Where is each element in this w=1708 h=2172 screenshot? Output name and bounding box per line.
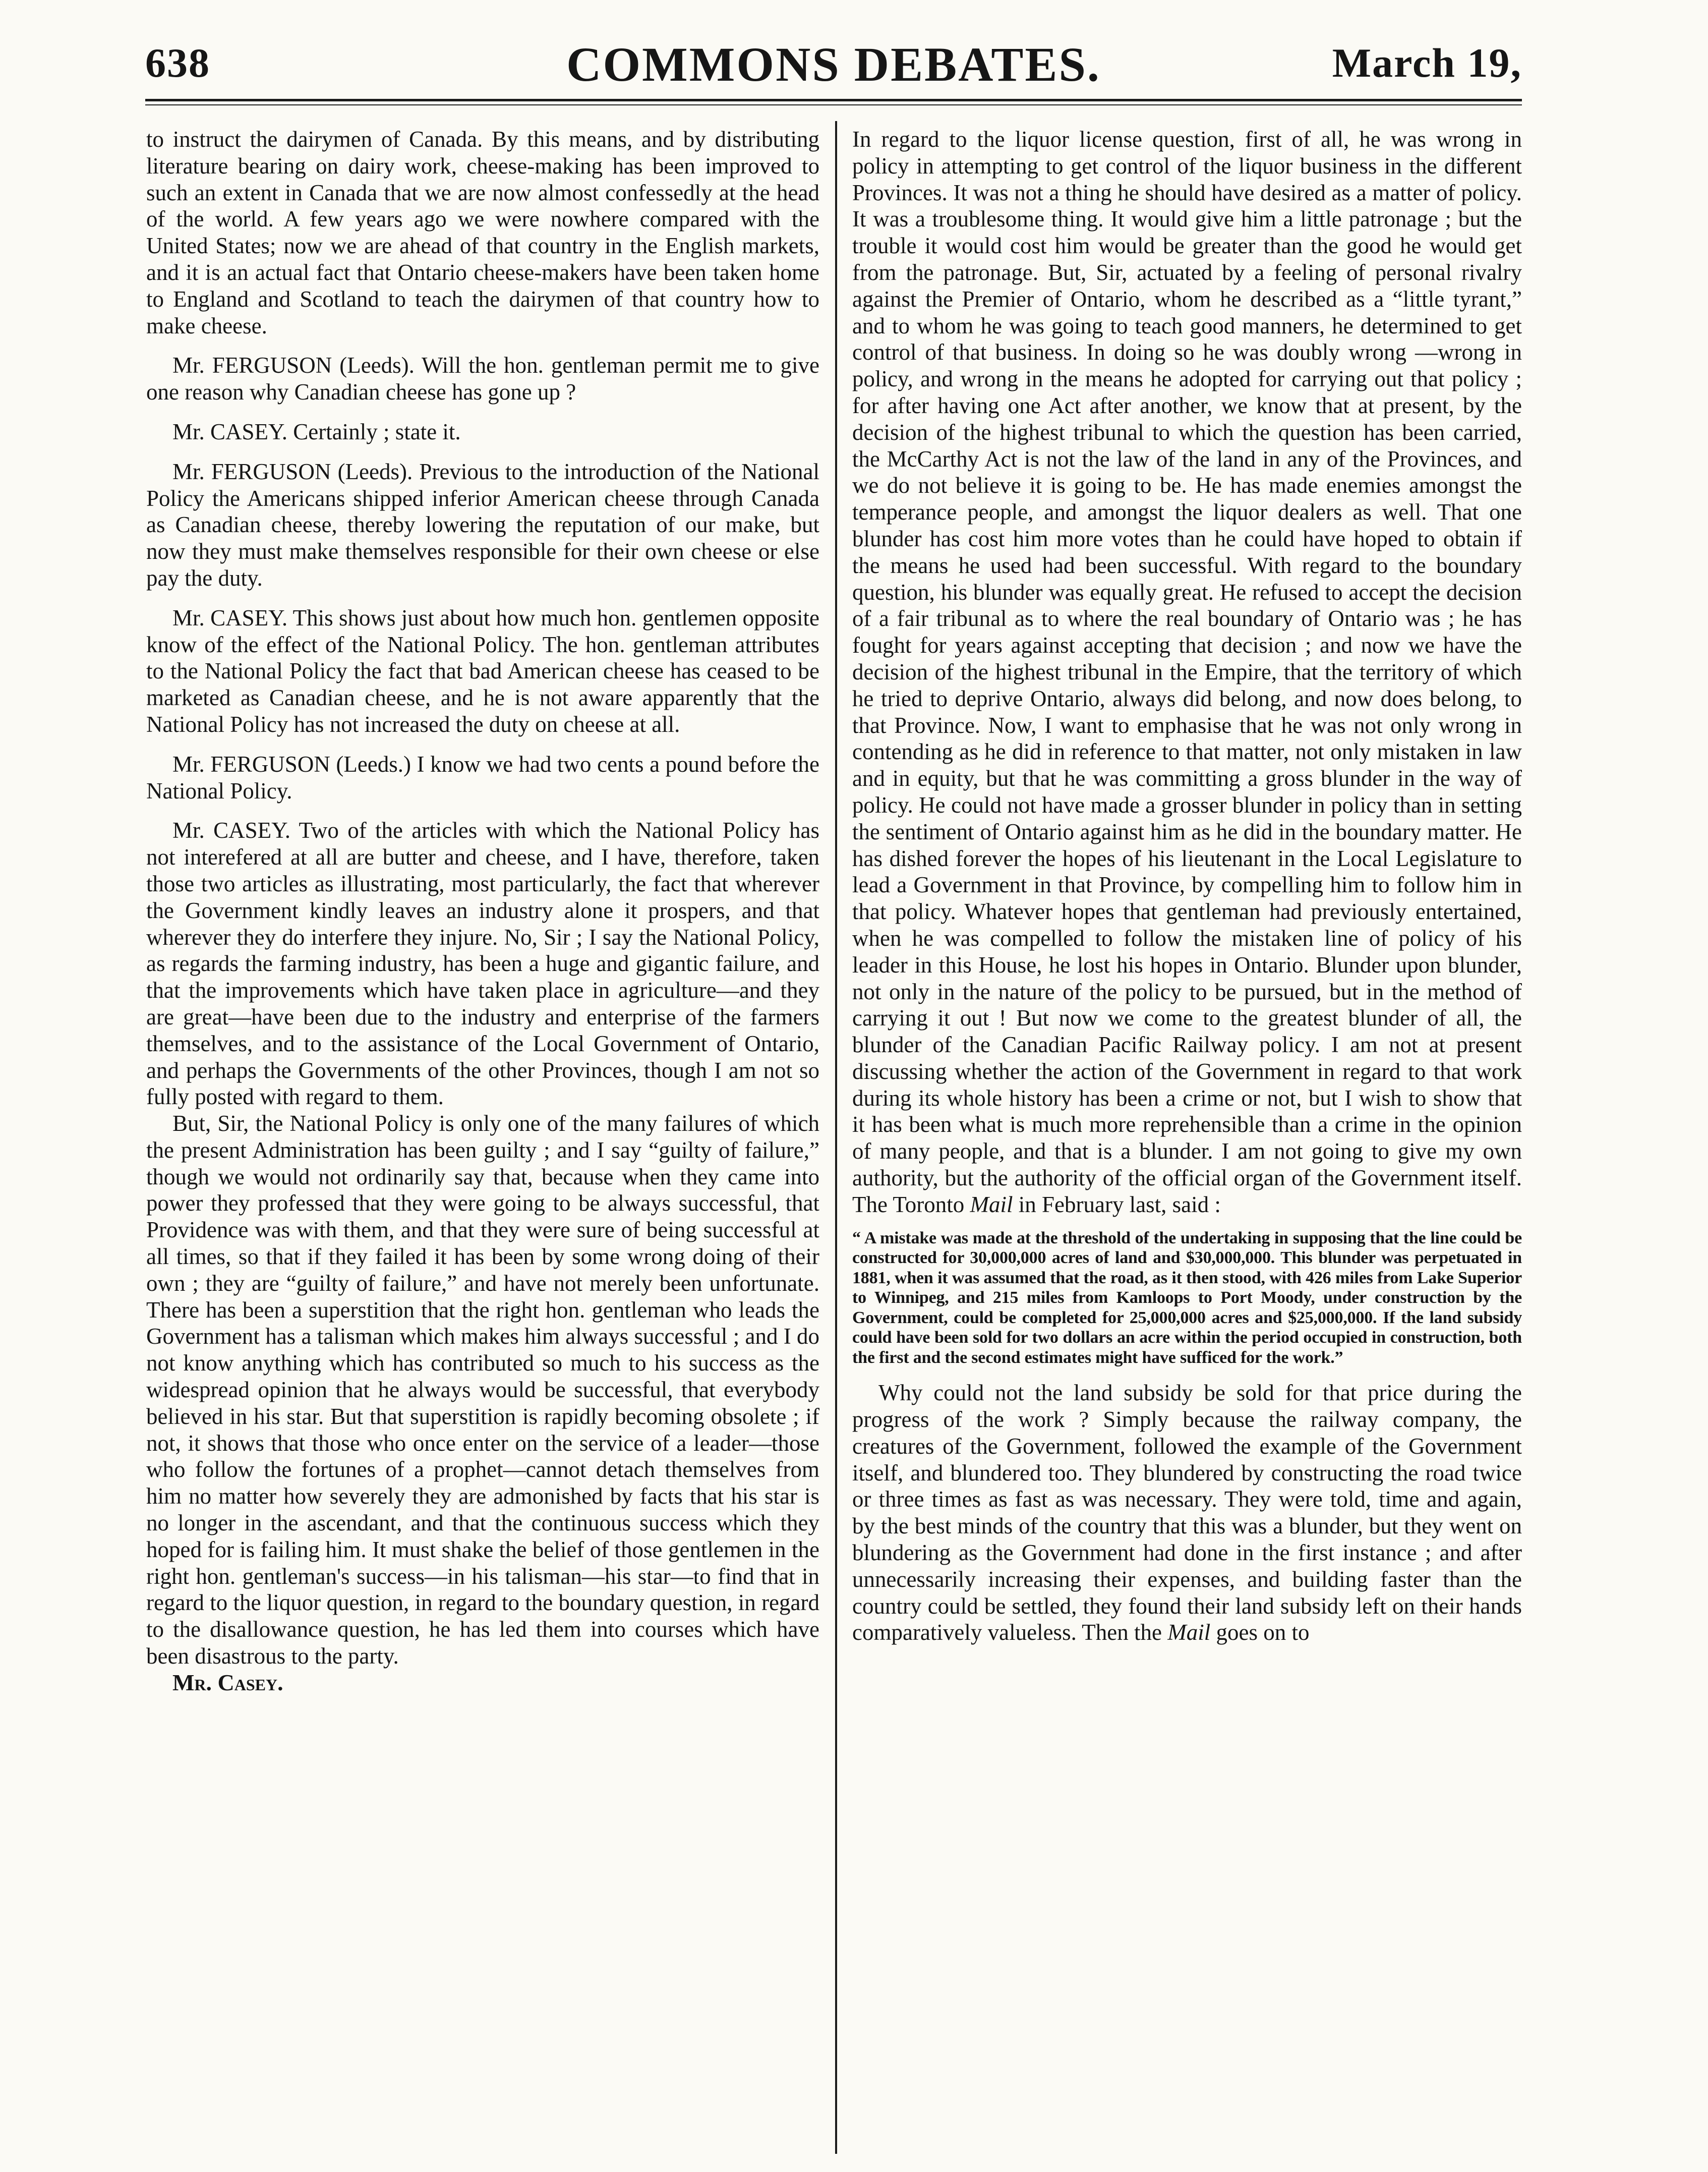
- paragraph: But, Sir, the National Policy is only one of the many failures of which the present Administration has been guilty ; and I say “guilty of failure,” though we would not ordinarily say that, because when they came into power they professed that they were going to be always successful, that Providence was with them, and that they were sure of being successful at all times, so that if they failed it has been by some wrong doing of their own ; they are “guilty of failure,” and have not merely been unfortunate. There has been a superstition that the right hon. gentleman who leads the Government has a talisman which makes him always successful ; and I do not know anything which has contributed so much to his success as the widespread opinion that he always would be successful, that everybody believed in his star. But that superstition is rapidly becoming obsolete ; if not, it shows that those who once enter on the service of a leader—those who follow the fortunes of a prophet—cannot detach themselves from him no matter how severely they are admonished by facts that his star is no longer in the ascendant, and that the continuous success which they hoped for is failing him. It must shake the belief of those gentlemen in the right hon. gentleman's success—in his talisman—his star—to find that in regard to the liquor question, in regard to the boundary question, in regard to the disallowance question, he has led them into courses which have been disastrous to the party.: [146, 1111, 819, 1669]
- paragraph: Mr. FERGUSON (Leeds.) I know we had two cents a pound before the National Policy.: [146, 751, 819, 804]
- paragraph: [852, 1380, 1522, 1646]
- publication-title: COMMONS DEBATES.: [566, 37, 1101, 91]
- speaker-signature: Mr. Casey.: [172, 1669, 283, 1695]
- paragraph: Mr. CASEY. Certainly ; state it.: [172, 419, 461, 444]
- paragraph: [852, 126, 1522, 1218]
- newspaper-name: Mail: [1167, 1620, 1211, 1645]
- paragraph-text: Why could not the land subsidy be sold for that price during the progress of the work ? Simply because the railway company, the creatures of the Government, followed the example of the Government itself, and blundered too. They blundered by constructing the road twice or three times as fast as was necessary. They were told, time and again, by the best minds of the country that this was a blunder, but they went on blundering as the Government had done in the first instance ; and after unnecessarily increasing their expenses, and building faster than the country could be settled, they found their land subsidy left on their hands comparatively valueless. Then the: [852, 1380, 1522, 1645]
- right-column: [852, 126, 1522, 2124]
- paragraph: Mr. FERGUSON (Leeds). Will the hon. gentleman permit me to give one reason why Canadian cheese has gone up ?: [146, 353, 819, 405]
- page-header: [145, 23, 1522, 101]
- paragraph: Mr. CASEY. Two of the articles with which the National Policy has not interefered at all are butter and cheese, and I have, therefore, taken those two articles as illustrating, most particularly, the fact that wherever the Government kindly leaves an industry alone it prospers, and that wherever they do interfere they injure. No, Sir ; I say the National Policy, as regards the farming industry, has been a huge and gigantic failure, and that the improvements which have taken place in agriculture—and they are great—have been due to the industry and enterprise of the farmers themselves, and to the assistance of the Local Government of Ontario, and perhaps the Governments of the other Provinces, though I am not so fully posted with regard to them.: [146, 818, 819, 1110]
- page-date: March 19,: [1332, 40, 1522, 86]
- paragraph-text: In regard to the liquor license question, first of all, he was wrong in policy in attempting to get control of the liquor business in the different Provinces. It was not a thing he should have desired as a matter of policy. It was a troublesome thing. It would give him a little patronage ; but the trouble it would cost him would be greater than the good he would get from the patronage. But, Sir, actuated by a feeling of personal rivalry against the Premier of Ontario, whom he described as a “little tyrant,” and to whom he was going to teach good manners, he determined to get control of that business. In doing so he was doubly wrong —wrong in policy, and wrong in the means he adopted for carrying out that policy ; for after having one Act after another, we know that at present, by the decision of the highest tribunal to which the question has been carried, the McCarthy Act is not the law of the land in any of the Provinces, and we do not believe it is going to be. He has made enemies amongst the temperance people, and amongst the liquor dealers as well. That one blunder has cost him more votes than he could have hoped to obtain if the means he used had been successful. With regard to the boundary question, his blunder was equally great. He refused to accept the decision of a fair tribunal as to where the real boundary of Ontario was ; he has fought for years against accepting that decision ; and now we have the decision of the highest tribunal in the Empire, that the territory of which he tried to deprive Ontario, always did belong, and now does belong, to that Province. Now, I want to emphasise that he was not only wrong in contending as he did in reference to that matter, not only mistaken in law and in equity, but that he was committing a gross blunder in the way of policy. He could not have made a grosser blunder in policy than in setting the sentiment of Ontario against him as he did in the boundary matter. He has dished forever the hopes of his lieutenant in the Local Legislature to lead a Government in that Province, by compelling him to follow him in that policy. Whatever hopes that gentleman had previously entertained, when he was compelled to follow the mistaken line of policy of his leader in this House, he lost his hopes in Ontario. Blunder upon blunder, not only in the nature of the policy to be pursued, but in the method of carrying it out ! But now we come to the greatest blunder of all, the blunder of the Canadian Pacific Railway policy. I am not at present discussing whether the action of the Government in regard to that work during its whole history has been a crime or not, but I wish to show that it has been what is much more reprehensible than a crime in the opinion of many people, and that is a blunder. I am not going to give my own authority, but the authority of the official organ of the Government itself. The Toronto: [852, 127, 1522, 1217]
- left-column: [146, 126, 819, 2124]
- paragraph-text: in February last, said :: [1018, 1191, 1221, 1217]
- newspaper-name: Mail: [970, 1191, 1013, 1217]
- paragraph: Mr. FERGUSON (Leeds). Previous to the introduction of the National Policy the Americans shipped inferior American cheese through Canada as Canadian cheese, thereby lowering the reputation of our make, but now they must make themselves responsible for their own cheese or else pay the duty.: [146, 459, 819, 591]
- page-number: 638: [145, 40, 210, 86]
- block-quote: “ A mistake was made at the threshold of the undertaking in supposing that the line could be constructed for 30,000,000 acres of land and $30,000,000. This blunder was perpetuated in 1881, when it was assumed that the road, as it then stood, with 426 miles from Lake Superior to Winnipeg, and 215 miles from Kamloops to Port Moody, under construction by the Government, could be completed for 25,000,000 acres and $25,000,000. If the land subsidy could have been sold for two dollars an acre within the period occupied in construction, both the first and the second estimates might have sufficed for the work.”: [852, 1228, 1522, 1367]
- header-rule: [145, 104, 1522, 105]
- column-divider: [835, 121, 837, 2154]
- paragraph: to instruct the dairymen of Canada. By this means, and by distributing literature bearing on dairy work, cheese-making has been improved to such an extent in Canada that we are now almost confessedly at the head of the world. A few years ago we were nowhere compared with the United States; now we are ahead of that country in the English markets, and it is an actual fact that Ontario cheese-makers have been taken home to England and Scotland to teach the dairymen of that country how to make cheese.: [146, 127, 819, 338]
- paragraph-text: goes on to: [1216, 1620, 1310, 1645]
- paragraph: Mr. CASEY. This shows just about how much hon. gentlemen opposite know of the effect of the National Policy. The hon. gentleman attributes to the National Policy the fact that bad American cheese has ceased to be marketed as Canadian cheese, and he is not aware apparently that the National Policy has not increased the duty on cheese at all.: [146, 605, 819, 737]
